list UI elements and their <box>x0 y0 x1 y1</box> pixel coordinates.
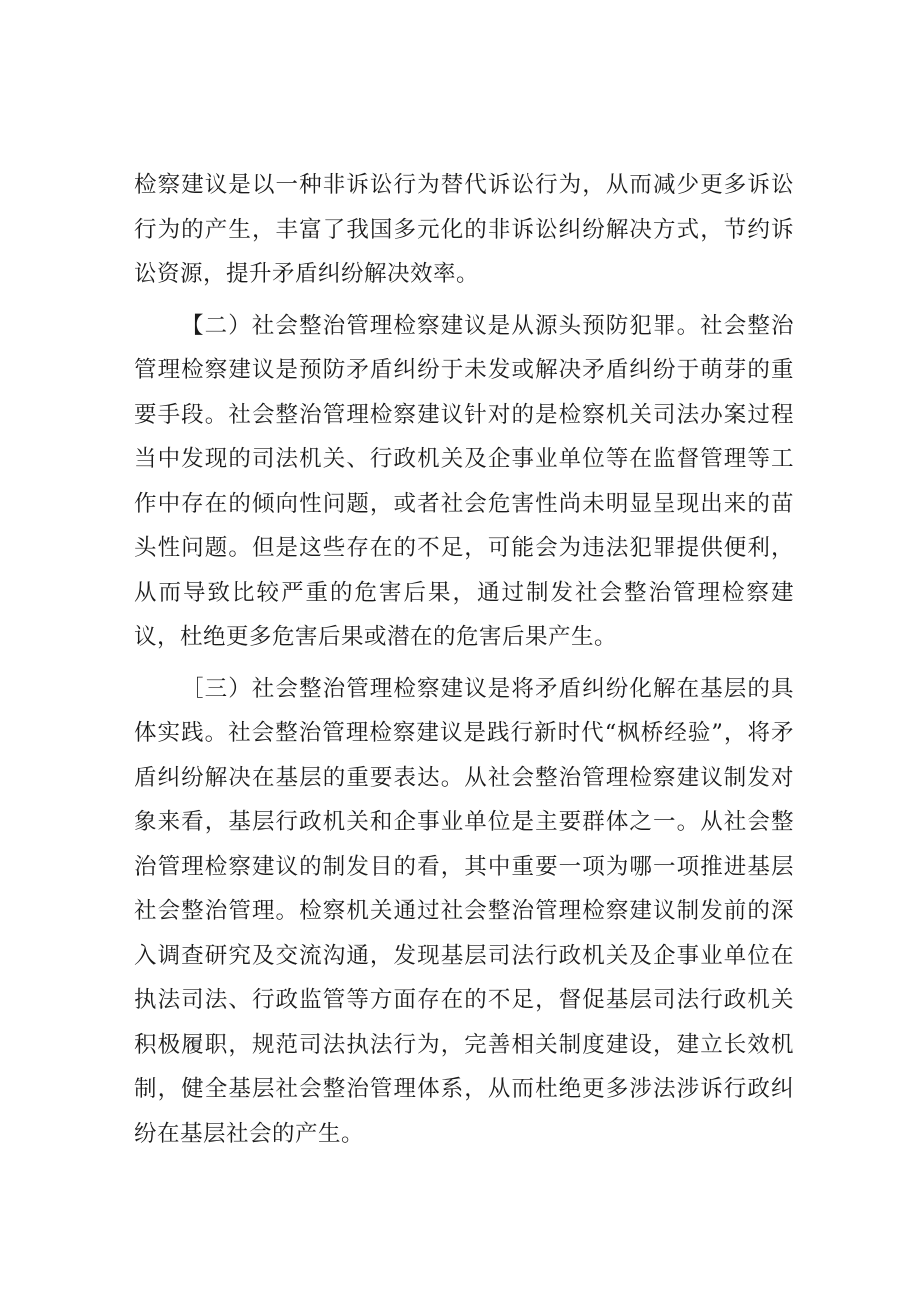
paragraph-3: ［三）社会整治管理检察建议是将矛盾纠纷化解在基层的具体实践。社会整治管理检察建议是践行新时代“枫桥经验”，将矛盾纠纷解决在基层的重要表达。从社会整治管理检察建议制发对象来看，基层行政机关和企事业单位是主要群体之一。从社会整治管理检察建议的制发目的看，其中重要一项为哪一项推进基层社会整治管理。检察机关通过社会整治管理检察建议制发前的深入调查研究及交流沟通，发现基层司法行政机关及企事业单位在执法司法、行政监管等方面存在的不足，督促基层司法行政机关积极履职，规范司法执法行为，完善相关制度建设，建立长效机制，健全基层社会整治管理体系，从而杜绝更多涉法涉诉行政纠纷在基层社会的产生。 <box>134 675 794 1147</box>
paragraph-1: 检察建议是以一种非诉讼行为替代诉讼行为，从而减少更多诉讼行为的产生，丰富了我国多元化的非诉讼纠纷解决方式，节约诉讼资源，提升矛盾纠纷解决效率。 <box>134 172 794 287</box>
document-page <box>134 163 794 1156</box>
paragraph-2: 【二）社会整治管理检察建议是从源头预防犯罪。社会整治管理检察建议是预防矛盾纠纷于未发或解决矛盾纠纷于萌芽的重要手段。社会整治管理检察建议针对的是检察机关司法办案过程当中发现的司法机关、行政机关及企事业单位等在监督管理等工作中存在的倾向性问题，或者社会危害性尚未明显呈现出来的苗头性问题。但是这些存在的不足，可能会为违法犯罪提供便利，从而导致比较严重的危害后果，通过制发社会整治管理检察建议，杜绝更多危害后果或潜在的危害后果产生。 <box>134 312 794 650</box>
